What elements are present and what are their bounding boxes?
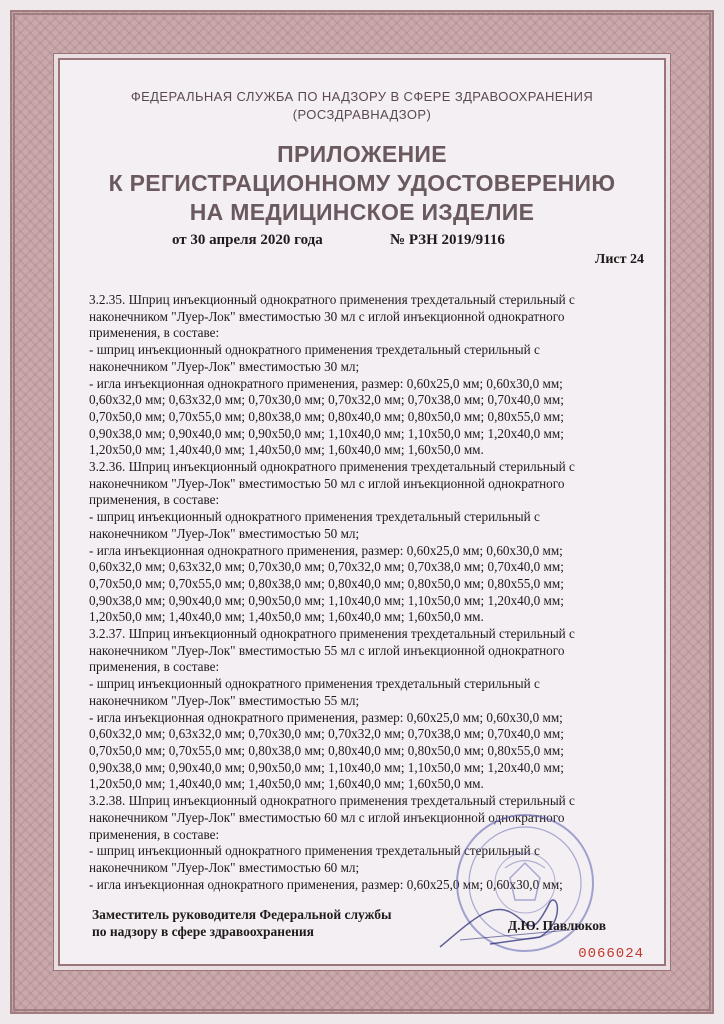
position-line-1: Заместитель руководителя Федеральной службы	[92, 907, 392, 922]
content-line: 3.2.38. Шприц инъекционный однократного применения трехдетальный стерильный с	[89, 793, 575, 809]
content-line: наконечником "Луер-Лок" вместимостью 60 мл;	[89, 859, 360, 875]
content-line: 3.2.37. Шприц инъекционный однократного применения трехдетальный стерильный с	[89, 626, 575, 642]
content-line: 0,60x32,0 мм; 0,63x32,0 мм; 0,70x30,0 мм; 0,70x32,0 мм; 0,70x38,0 мм; 0,70x40,0 мм;	[89, 559, 564, 575]
title-line-2: К РЕГИСТРАЦИОННОМУ УДОСТОВЕРЕНИЮ	[108, 170, 616, 196]
sheet-number: Лист 24	[594, 252, 644, 267]
content-line: 0,90x38,0 мм; 0,90x40,0 мм; 0,90x50,0 мм; 1,10x40,0 мм; 1,10x50,0 мм; 1,20x40,0 мм;	[89, 592, 564, 608]
content-line: наконечником "Луер-Лок" вместимостью 30 мл;	[89, 358, 360, 374]
content-line: 0,90x38,0 мм; 0,90x40,0 мм; 0,90x50,0 мм; 1,10x40,0 мм; 1,10x50,0 мм; 1,20x40,0 мм;	[89, 425, 564, 441]
document-title	[0, 140, 724, 227]
content-line: 3.2.36. Шприц инъекционный однократного применения трехдетальный стерильный с	[89, 459, 575, 475]
agency-abbreviation: (РОСЗДРАВНАДЗОР)	[292, 107, 432, 122]
content-line: 0,60x32,0 мм; 0,63x32,0 мм; 0,70x30,0 мм; 0,70x32,0 мм; 0,70x38,0 мм; 0,70x40,0 мм;	[89, 726, 564, 742]
content-line: наконечником "Луер-Лок" вместимостью 55 мл;	[89, 692, 360, 708]
agency-header	[0, 88, 724, 124]
content-line: - игла инъекционная однократного применения, размер: 0,60x25,0 мм; 0,60x30,0 мм;	[89, 709, 563, 725]
title-line-3: НА МЕДИЦИНСКОЕ ИЗДЕЛИЕ	[189, 199, 535, 225]
title-line-1: ПРИЛОЖЕНИЕ	[277, 141, 447, 167]
content-line: 1,20x50,0 мм; 1,40x40,0 мм; 1,40x50,0 мм; 1,60x40,0 мм; 1,60x50,0 мм.	[89, 442, 484, 458]
content-line: применения, в составе:	[89, 659, 220, 675]
content-line: 0,90x38,0 мм; 0,90x40,0 мм; 0,90x50,0 мм; 1,10x40,0 мм; 1,10x50,0 мм; 1,20x40,0 мм;	[89, 759, 564, 775]
content-line: - шприц инъекционный однократного применения трехдетальный стерильный с	[89, 342, 540, 358]
content-line: применения, в составе:	[89, 325, 220, 341]
content-line: применения, в составе:	[89, 492, 220, 508]
content-line: наконечником "Луер-Лок" вместимостью 30 мл с иглой инъекционной однократного	[89, 308, 565, 324]
content-line: наконечником "Луер-Лок" вместимостью 55 мл с иглой инъекционной однократного	[89, 642, 565, 658]
content-line: - шприц инъекционный однократного применения трехдетальный стерильный с	[89, 843, 540, 859]
content-line: - игла инъекционная однократного применения, размер: 0,60x25,0 мм; 0,60x30,0 мм;	[89, 375, 563, 391]
signatory-name: Д.Ю. Павлюков	[507, 918, 606, 933]
content-line: применения, в составе:	[89, 826, 220, 842]
content-line: наконечником "Луер-Лок" вместимостью 50 мл;	[89, 525, 360, 541]
content-line: 1,20x50,0 мм; 1,40x40,0 мм; 1,40x50,0 мм; 1,60x40,0 мм; 1,60x50,0 мм.	[89, 776, 484, 792]
content-line: 0,60x32,0 мм; 0,63x32,0 мм; 0,70x30,0 мм; 0,70x32,0 мм; 0,70x38,0 мм; 0,70x40,0 мм;	[89, 392, 564, 408]
content-line: наконечником "Луер-Лок" вместимостью 50 мл с иглой инъекционной однократного	[89, 475, 565, 491]
agency-name: ФЕДЕРАЛЬНАЯ СЛУЖБА ПО НАДЗОРУ В СФЕРЕ ЗДРАВООХРАНЕНИЯ	[130, 89, 594, 104]
registration-date: от 30 апреля 2020 года	[172, 232, 323, 248]
content-line: наконечником "Луер-Лок" вместимостью 60 мл с иглой инъекционной однократного	[89, 809, 565, 825]
signatory-position	[92, 906, 392, 940]
content-line: 1,20x50,0 мм; 1,40x40,0 мм; 1,40x50,0 мм; 1,60x40,0 мм; 1,60x50,0 мм.	[89, 609, 484, 625]
document-body	[89, 292, 637, 893]
content-line: - игла инъекционная однократного применения, размер: 0,60x25,0 мм; 0,60x30,0 мм;	[89, 542, 563, 558]
content-line: - шприц инъекционный однократного применения трехдетальный стерильный с	[89, 509, 540, 525]
registration-number: № РЗН 2019/9116	[390, 232, 505, 248]
content-line: - игла инъекционная однократного применения, размер: 0,60x25,0 мм; 0,60x30,0 мм;	[89, 876, 563, 892]
serial-number: 0066024	[578, 946, 644, 962]
content-line: - шприц инъекционный однократного применения трехдетальный стерильный с	[89, 676, 540, 692]
content-line: 0,70x50,0 мм; 0,70x55,0 мм; 0,80x38,0 мм; 0,80x40,0 мм; 0,80x50,0 мм; 0,80x55,0 мм;	[89, 575, 564, 591]
content-line: 0,70x50,0 мм; 0,70x55,0 мм; 0,80x38,0 мм; 0,80x40,0 мм; 0,80x50,0 мм; 0,80x55,0 мм;	[89, 408, 564, 424]
content-line: 3.2.35. Шприц инъекционный однократного применения трехдетальный стерильный с	[89, 292, 575, 307]
position-line-2: по надзору в сфере здравоохранения	[92, 924, 314, 939]
content-line: 0,70x50,0 мм; 0,70x55,0 мм; 0,80x38,0 мм; 0,80x40,0 мм; 0,80x50,0 мм; 0,80x55,0 мм;	[89, 742, 564, 758]
